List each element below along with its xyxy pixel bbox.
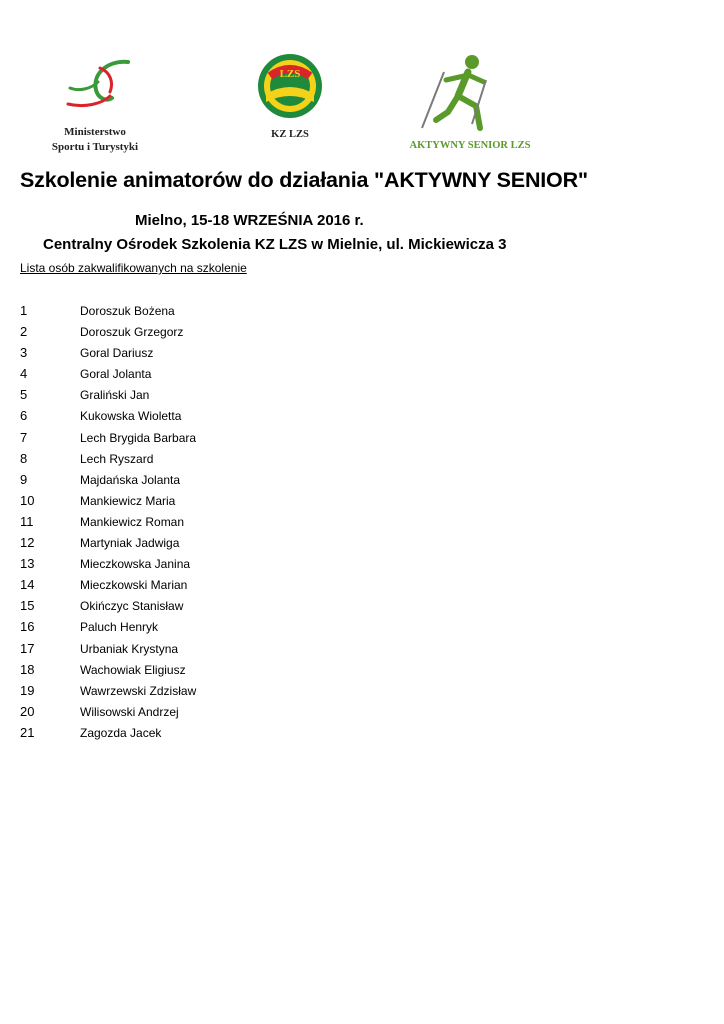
- list-item-number: 13: [20, 556, 35, 572]
- list-item-number: 10: [20, 492, 35, 508]
- list-item-name: Wawrzewski Zdzisław: [80, 683, 197, 698]
- list-item-name: Martyniak Jadwiga: [80, 536, 180, 551]
- list-item-name: Urbaniak Krystyna: [80, 641, 179, 656]
- list-item-name: Okińczyc Stanisław: [80, 599, 184, 614]
- list-item-number: 4: [20, 366, 28, 382]
- ministry-logo-line2: Sportu i Turystyki: [51, 141, 139, 153]
- list-item-number: 3: [20, 345, 28, 361]
- list-item: [20, 406, 420, 427]
- list-item: [20, 449, 420, 470]
- list-item-number: 16: [20, 619, 35, 635]
- list-item-name: Majdańska Jolanta: [80, 472, 181, 487]
- list-item-number: 7: [20, 429, 28, 445]
- list-item: [20, 322, 420, 343]
- list-item-number: 18: [20, 661, 35, 677]
- list-item-name: Graliński Jan: [80, 388, 150, 403]
- aktywny-senior-logo: [400, 50, 540, 155]
- kzlzs-logo-caption: KZ LZS: [271, 129, 309, 140]
- list-item-name: Wilisowski Andrzej: [80, 704, 179, 719]
- list-item: [20, 491, 420, 512]
- list-item-name: Mieczkowska Janina: [80, 557, 191, 572]
- list-item-name: Mankiewicz Maria: [80, 493, 176, 508]
- ministry-swoosh-icon: [40, 58, 150, 118]
- lzs-emblem-text: LZS: [279, 68, 301, 80]
- ministry-logo: [40, 58, 150, 158]
- list-item: [20, 533, 420, 554]
- list-item-number: 21: [20, 724, 35, 740]
- list-item-name: Wachowiak Eligiusz: [80, 662, 186, 677]
- list-item-name: Mankiewicz Roman: [80, 514, 185, 529]
- list-item: [20, 343, 420, 364]
- list-item-number: 19: [20, 682, 35, 698]
- list-item: [20, 385, 420, 406]
- list-item: [20, 470, 420, 491]
- list-item-name: Lech Ryszard: [80, 451, 154, 466]
- list-item-number: 17: [20, 640, 35, 656]
- list-item-name: Mieczkowski Marian: [80, 578, 188, 593]
- logo-header: [0, 0, 724, 160]
- list-item-name: Doroszuk Grzegorz: [80, 325, 184, 340]
- list-item: [20, 617, 420, 638]
- list-item-number: 9: [20, 471, 28, 487]
- list-item: [20, 660, 420, 681]
- list-item-number: 2: [20, 324, 28, 340]
- list-item-number: 15: [20, 598, 35, 614]
- list-item: [20, 554, 420, 575]
- list-item: [20, 575, 420, 596]
- aktywny-senior-logo-caption: AKTYWNY SENIOR LZS: [409, 140, 531, 151]
- participant-list: [20, 301, 420, 744]
- list-item-number: 6: [20, 408, 28, 424]
- list-item-name: Goral Dariusz: [80, 346, 154, 361]
- list-item: [20, 364, 420, 385]
- list-item: [20, 681, 420, 702]
- nordic-walker-icon: [400, 50, 540, 135]
- list-item-number: 12: [20, 535, 35, 551]
- event-date-location: Mielno, 15-18 WRZEŚNIA 2016 r.: [135, 212, 364, 229]
- list-item-number: 11: [20, 513, 34, 529]
- list-item-name: Lech Brygida Barbara: [80, 430, 197, 445]
- list-caption: Lista osób zakwalifikowanych na szkolenie: [20, 261, 247, 275]
- event-venue: Centralny Ośrodek Szkolenia KZ LZS w Mielnie, ul. Mickiewicza 3: [43, 236, 507, 253]
- list-item: [20, 702, 420, 723]
- list-item-number: 20: [20, 703, 35, 719]
- list-item: [20, 723, 420, 744]
- list-item: [20, 512, 420, 533]
- list-item-name: Paluch Henryk: [80, 620, 159, 635]
- list-item-name: Goral Jolanta: [80, 367, 152, 382]
- list-item-number: 1: [20, 303, 28, 318]
- lzs-emblem-icon: [250, 52, 330, 122]
- list-item: [20, 596, 420, 617]
- list-item: [20, 428, 420, 449]
- list-item-number: 14: [20, 577, 35, 593]
- list-item: [20, 639, 420, 660]
- kzlzs-logo: [250, 52, 330, 147]
- list-item: [20, 301, 420, 322]
- list-item-name: Doroszuk Bożena: [80, 304, 175, 318]
- list-item-name: Kukowska Wioletta: [80, 409, 182, 424]
- list-item-number: 5: [20, 387, 28, 403]
- list-item-number: 8: [20, 450, 28, 466]
- document-title: Szkolenie animatorów do działania "AKTYWNY SENIOR": [20, 168, 588, 192]
- ministry-logo-line1: Ministerstwo: [64, 126, 126, 138]
- list-item-name: Zagozda Jacek: [80, 725, 162, 740]
